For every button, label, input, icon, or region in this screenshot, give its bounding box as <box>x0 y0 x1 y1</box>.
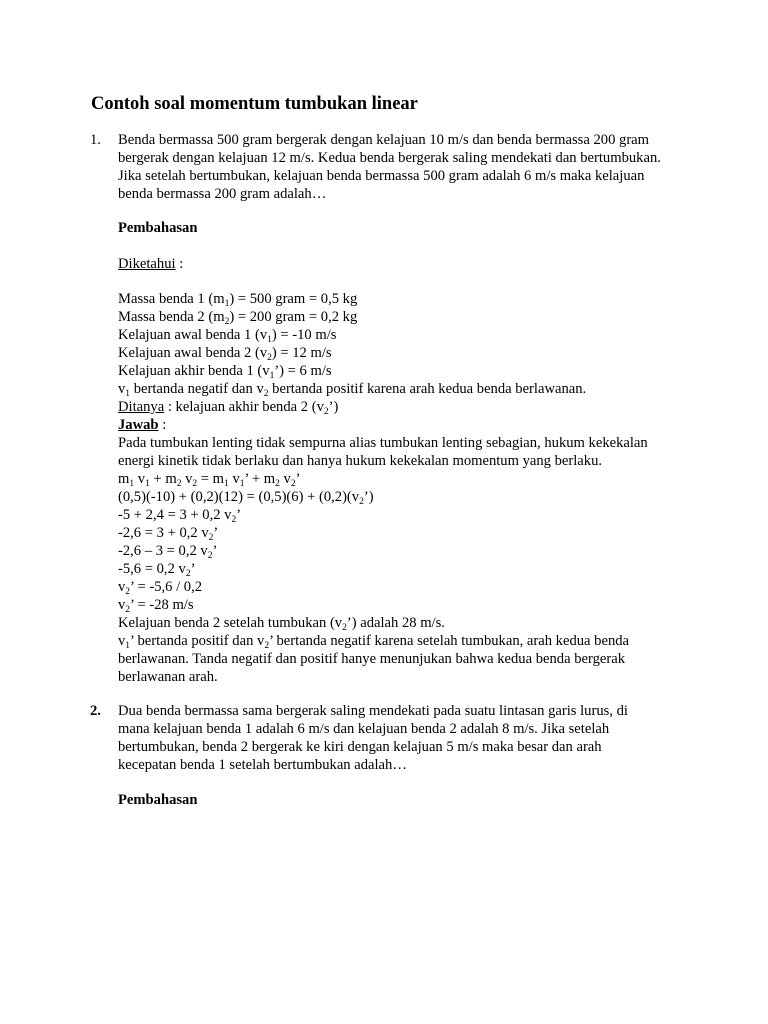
equation-step <box>118 560 648 578</box>
text-span: ’ = -28 m/s <box>130 597 194 613</box>
question-line: Dua benda bermassa sama bergerak saling mendekati pada suatu lintasan garis lurus, di <box>118 703 628 719</box>
text-span: ) = 200 gram = 0,2 kg <box>229 309 358 325</box>
text-span <box>118 255 183 273</box>
text-span: : <box>175 256 184 272</box>
subscript: 2 <box>192 479 198 489</box>
ditanya-line <box>118 398 648 416</box>
subscript: 2 <box>264 641 270 651</box>
question-line: bergerak dengan kelajuan 12 m/s. Kedua benda bergerak saling mendekati dan bertumbukan. <box>118 150 661 166</box>
subscript: 1 <box>129 479 135 489</box>
text-span: ’ <box>212 543 218 559</box>
subscript: 1 <box>145 479 150 489</box>
text-span: ’ + m <box>244 471 276 487</box>
text-span: -5 + 2,4 = 3 + 0,2 v <box>118 507 232 523</box>
text-span: v <box>118 597 126 613</box>
text-span: ) = 12 m/s <box>271 345 332 361</box>
equation-step <box>118 506 648 524</box>
text-span: ’ <box>213 525 219 541</box>
subscript: 2 <box>224 317 230 327</box>
result-line: berlawanan. Tanda negatif dan positif hanye menunjukan bahwa kedua benda bergerak <box>118 651 625 667</box>
pembahasan-heading <box>118 219 197 237</box>
given-final-velocity-1 <box>118 362 648 380</box>
question-line: bertumbukan, benda 2 bergerak ke kiri dengan kelajuan 5 m/s maka besar dan arah <box>118 739 602 755</box>
subscript: 1 <box>269 371 275 381</box>
text-span: v <box>228 471 240 487</box>
text-span: Kelajuan awal benda 2 (v <box>118 345 268 361</box>
text-span: ’) = 6 m/s <box>274 363 332 379</box>
subscript: 2 <box>125 605 131 615</box>
equation-step <box>118 524 648 542</box>
given-velocity-2 <box>118 344 648 362</box>
given-mass-2 <box>118 308 648 326</box>
text-span: ’ <box>236 507 242 523</box>
text-span: bertanda positif karena arah kedua benda berlawanan. <box>268 381 587 397</box>
subscript: 2 <box>323 407 329 417</box>
subscript: 2 <box>231 515 237 525</box>
text-span: = m <box>197 471 225 487</box>
text-span: ’ <box>295 471 301 487</box>
text-span: v <box>118 381 126 397</box>
text-span: Massa benda 1 (m <box>118 291 225 307</box>
explanation-line: energi kinetik tidak berlaku dan hanya hukum kekekalan momentum yang berlaku. <box>118 453 603 469</box>
subscript: 2 <box>185 569 191 579</box>
subscript: 2 <box>208 533 214 543</box>
text-span: v <box>134 471 146 487</box>
question-text <box>118 131 661 203</box>
diketahui-label <box>118 255 183 273</box>
question-number: 2. <box>90 703 101 719</box>
explanation-line: Pada tumbukan lenting tidak sempurna alias tumbukan lenting sebagian, hukum kekekalan <box>118 435 648 451</box>
text-span: bertanda negatif dan v <box>130 381 264 397</box>
text-span: ’ <box>190 561 196 577</box>
subscript: 2 <box>359 497 364 507</box>
text-span: Kelajuan awal benda 1 (v <box>118 327 268 343</box>
text-span: v <box>181 471 193 487</box>
question-line: kecepatan benda 1 setelah bertumbukan adalah… <box>118 757 407 773</box>
text-span: : kelajuan akhir benda 2 (v <box>164 399 324 415</box>
pembahasan-heading <box>118 791 197 809</box>
subscript: 1 <box>224 299 230 309</box>
question-text <box>118 702 658 774</box>
result-line <box>118 614 648 632</box>
text-span: Pembahasan <box>118 792 198 808</box>
text-span: Massa benda 2 (m <box>118 309 225 325</box>
text-span: v <box>118 633 126 649</box>
text-span: ’) adalah 28 m/s. <box>346 615 445 631</box>
given-velocity-1 <box>118 326 648 344</box>
result-line <box>118 632 648 650</box>
equation-step <box>118 488 648 506</box>
text-span: ’ = -5,6 / 0,2 <box>130 579 203 595</box>
text-span: ) = -10 m/s <box>271 327 337 343</box>
subscript: 1 <box>239 479 245 489</box>
solution-body <box>118 290 648 686</box>
equation-step <box>118 542 648 560</box>
question-line: mana kelajuan benda 1 adalah 6 m/s dan kelajuan benda 2 adalah 8 m/s. Jika setelah <box>118 721 610 737</box>
text-span: Kelajuan benda 2 setelah tumbukan (v <box>118 615 343 631</box>
text-span: v <box>118 579 126 595</box>
text-span: -2,6 = 3 + 0,2 v <box>118 525 209 541</box>
subscript: 1 <box>125 641 131 651</box>
subscript: 1 <box>224 479 229 489</box>
subscript: 2 <box>275 479 280 489</box>
text-span: Jawab <box>118 417 159 433</box>
question-line: Jika setelah bertumbukan, kelajuan benda bermassa 500 gram adalah 6 m/s maka kelajuan <box>118 168 645 184</box>
jawab-line <box>118 416 648 434</box>
text-span: + m <box>149 471 177 487</box>
text-span: Diketahui <box>118 256 176 272</box>
equation-momentum <box>118 470 648 488</box>
subscript: 2 <box>176 479 182 489</box>
text-span: ) = 500 gram = 0,5 kg <box>229 291 358 307</box>
question-line: Benda bermassa 500 gram bergerak dengan kelajuan 10 m/s dan benda bermassa 200 gram <box>118 132 650 148</box>
subscript: 2 <box>207 551 213 561</box>
text-span: ’ bertanda positif dan v <box>130 633 265 649</box>
subscript: 2 <box>125 587 131 597</box>
text-span: ’ bertanda negatif karena setelah tumbukan, arah kedua benda <box>269 633 630 649</box>
text-span: ’) <box>328 399 339 415</box>
text-span: (0,5)(-10) + (0,2)(12) = (0,5)(6) + (0,2)(v <box>118 489 360 505</box>
subscript: 1 <box>125 389 131 399</box>
equation-result <box>118 596 648 614</box>
subscript: 2 <box>263 389 269 399</box>
subscript: 2 <box>290 479 296 489</box>
subscript: 1 <box>267 335 272 345</box>
given-mass-1 <box>118 290 648 308</box>
text-span: m <box>118 471 130 487</box>
result-line: berlawanan arah. <box>118 669 218 685</box>
text-span: ’) <box>363 489 374 505</box>
question-line: benda bermassa 200 gram adalah… <box>118 186 327 202</box>
text-span: : <box>158 417 167 433</box>
sign-note <box>118 380 648 398</box>
text-span: Pembahasan <box>118 220 198 236</box>
text-span: Ditanya <box>118 399 165 415</box>
subscript: 2 <box>267 353 272 363</box>
question-number: 1. <box>90 132 101 148</box>
equation-step <box>118 578 648 596</box>
text-span: Kelajuan akhir benda 1 (v <box>118 363 270 379</box>
text-span: -5,6 = 0,2 v <box>118 561 186 577</box>
text-span: -2,6 – 3 = 0,2 v <box>118 543 208 559</box>
text-span: v <box>279 471 291 487</box>
subscript: 2 <box>342 623 347 633</box>
page-title: Contoh soal momentum tumbukan linear <box>91 94 418 114</box>
